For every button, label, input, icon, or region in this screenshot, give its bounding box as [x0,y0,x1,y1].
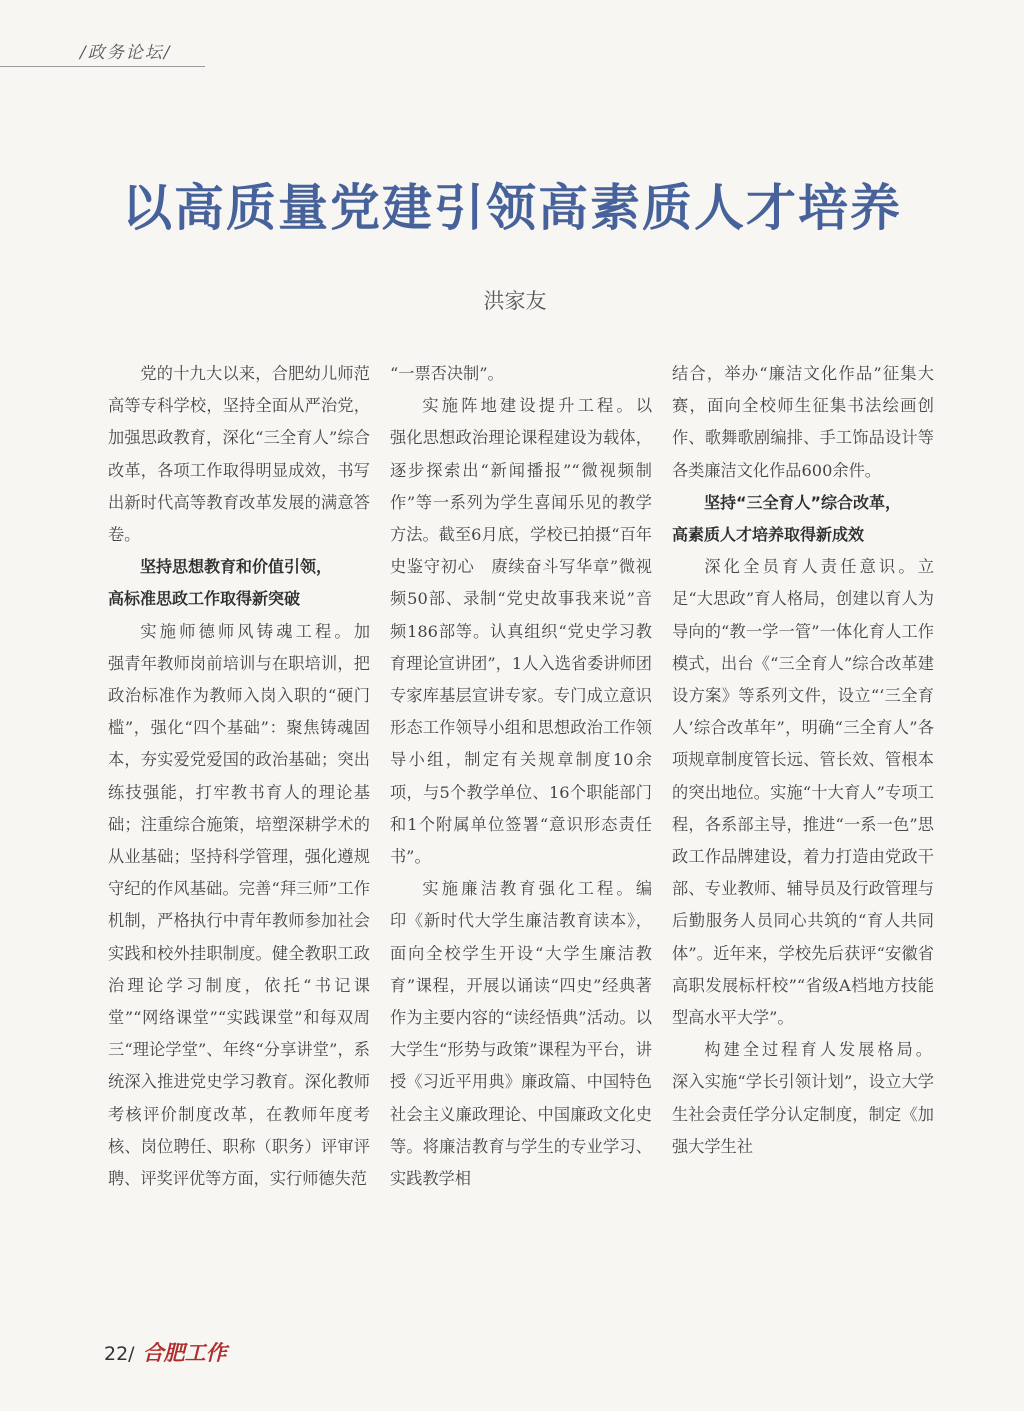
page-number: 22/ [104,1343,135,1365]
paragraph-lead: 构建全过程育人发展格局。 [704,1040,934,1060]
header-divider [0,66,205,67]
text-column-1 [108,358,370,1195]
paragraph: “一票否决制”。 [390,364,504,383]
paragraph [672,1034,934,1163]
paragraph: 结合，举办“廉洁文化作品”征集大赛，面向全校师生征集书法绘画创作、歌舞歌剧编排、手工饰品设计等各类廉洁文化作品600余件。 [672,364,934,480]
text-column-2 [390,358,652,1195]
paragraph-body: 编印《新时代大学生廉洁教育读本》，面向全校学生开设“大学生廉洁教育”课程，开展以诵读“四史”经典著作为主要内容的“读经悟典”活动。以大学生“形势与政策”课程为平台，讲授《习近平用典》廉政篇、中国特色社会主义廉政理论、中国廉政文化史等。将廉洁教育与学生的专业学习、实践教学相 [390,879,652,1189]
section-heading-line: 高素质人才培养取得新成效 [672,525,865,545]
paragraph-body: 以强化思想政治理论课程建设为载体，逐步探索出“新闻播报”“微视频制作”等一系列为学生喜闻乐见的教学方法。截至6月底，学校已拍摄“百年史鉴守初心 赓续奋斗写华章”微视频50部、录制“党史故事我来说”音频186部等。认真组织“党史学习教育理论宣讲团”，1人入选省委讲师团专家库基层宣讲专家。专门成立意识形态工作领导小组和思想政治工作领导小组，制定有关规章制度10余项，与5个教学单位、16个职能部门和1个附属单位签署“意识形态责任书”。 [390,396,652,867]
paragraph-body: 立足“大思政”育人格局，创建以育人为导向的“教一学一管”一体化育人工作模式，出台《“三全育人”综合改革建设方案》等系列文件，设立“‘三全育人’综合改革年”，明确“三全育人”各项规章制度管长远、管长效、管根本的突出地位。实施“十大育人”专项工程，各系部主导，推进“一系一色”思政工作品牌建设，着力打造由党政干部、专业教师、辅导员及行政管理与后勤服务人员同心共筑的“育人共同体”。近年来，学校先后获评“安徽省高职发展标杆校”“省级A档地方技能型高水平大学”。 [672,557,934,1028]
text-column-3 [672,358,934,1163]
paragraph-body: 深入实施“学长引领计划”，设立大学生社会责任学分认定制度，制定《加强大学生社 [672,1072,934,1156]
paragraph [390,390,652,873]
section-heading-line: 坚持思想教育和价值引领， [140,557,333,577]
paragraph-body: 加强青年教师岗前培训与在职培训，把政治标准作为教师入岗入职的“硬门槛”，强化“四个基础”：聚焦铸魂固本，夯实爱党爱国的政治基础；突出练技强能，打牢教书育人的理论基础；注重综合施策，培塑深耕学术的从业基础；坚持科学管理，强化遵规守纪的作风基础。完善“拜三师”工作机制，严格执行中青年教师参加社会实践和校外挂职制度。健全教职工政治理论学习制度，依托“书记课堂”“网络课堂”“实践课堂”和每双周三“理论学堂”、年终“分享讲堂”，系统深入推进党史学习教育。深化教师考核评价制度改革，在教师年度考核、岗位聘任、职称（职务）评审评聘、评奖评优等方面，实行师德失范 [108,621,370,1189]
article-author: 洪家友 [483,289,547,313]
journal-logo: 合肥工作 [142,1340,227,1365]
section-heading-line: 高标准思政工作取得新突破 [108,589,301,609]
paragraph-lead: 深化全员育人责任意识。 [704,557,918,577]
article-title: 以高质量党建引领高素质人才培养 [122,178,902,237]
section-heading [108,551,370,615]
paragraph-lead: 实施师德师风铸魂工程。 [140,621,354,641]
paragraph: 党的十九大以来，合肥幼儿师范高等专科学校，坚持全面从严治党，加强思政教育，深化“三全育人”综合改革，各项工作取得明显成效，书写出新时代高等教育改革发展的满意答卷。 [108,364,370,545]
paragraph-lead: 实施廉洁教育强化工程。 [422,879,636,899]
paragraph [390,873,652,1195]
section-heading-line: 坚持“三全育人”综合改革， [704,492,902,512]
paragraph [108,616,370,1196]
paragraph-lead: 实施阵地建设提升工程。 [422,396,636,416]
paragraph [672,551,934,1034]
page-footer [104,1337,227,1367]
section-tag: /政务论坛/ [80,43,172,63]
section-heading [672,487,934,551]
